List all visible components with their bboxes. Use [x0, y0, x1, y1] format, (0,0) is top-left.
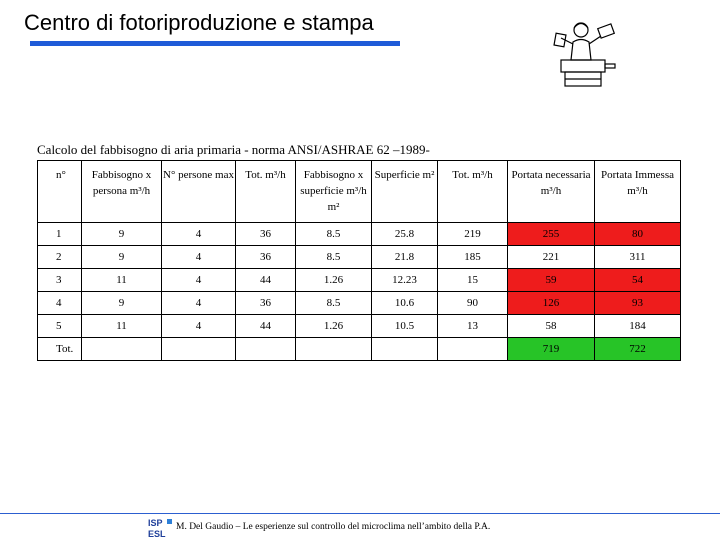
footer-divider — [0, 513, 720, 514]
table-row — [38, 269, 681, 292]
cell-surface: 10.5 — [372, 315, 438, 338]
cell-required-flow: 58 — [508, 315, 595, 338]
cell-total-surface: 185 — [438, 246, 508, 269]
title-underline — [30, 41, 400, 46]
cell-need-per-surface: 8.5 — [296, 246, 372, 269]
cell-max-persons: 4 — [162, 246, 236, 269]
svg-text:ISP: ISP — [148, 518, 163, 528]
cell-surface: 10.6 — [372, 292, 438, 315]
cell-total-persons: 36 — [236, 246, 296, 269]
cell-max-persons: 4 — [162, 223, 236, 246]
cell-total-supplied-flow: 722 — [595, 338, 681, 361]
cell-need-per-surface: 1.26 — [296, 269, 372, 292]
page-title: Centro di fotoriproduzione e stampa — [24, 10, 374, 35]
cell-need-per-surface: 8.5 — [296, 223, 372, 246]
table-total-row — [38, 338, 681, 361]
cell-supplied-flow: 54 — [595, 269, 681, 292]
cell-total-surface: 219 — [438, 223, 508, 246]
air-requirement-table — [37, 160, 681, 361]
cell-required-flow: 59 — [508, 269, 595, 292]
person-at-copier-icon — [551, 18, 623, 92]
table-row — [38, 246, 681, 269]
cell-empty — [236, 338, 296, 361]
table-row — [38, 315, 681, 338]
cell-total-persons: 44 — [236, 315, 296, 338]
cell-total-persons: 44 — [236, 269, 296, 292]
table-row — [38, 292, 681, 315]
cell-total-surface: 15 — [438, 269, 508, 292]
cell-total-required-flow: 719 — [508, 338, 595, 361]
cell-empty — [162, 338, 236, 361]
cell-n: 5 — [38, 315, 82, 338]
cell-total-persons: 36 — [236, 292, 296, 315]
cell-empty — [438, 338, 508, 361]
cell-n: 2 — [38, 246, 82, 269]
cell-surface: 12.23 — [372, 269, 438, 292]
column-header-total-persons: Tot. m³/h — [236, 161, 296, 223]
cell-max-persons: 4 — [162, 292, 236, 315]
column-header-need-per-surface: Fabbisogno x superficie m³/h m² — [296, 161, 372, 223]
cell-need-per-person: 11 — [82, 269, 162, 292]
cell-empty — [372, 338, 438, 361]
cell-total-label: Tot. — [38, 338, 82, 361]
table-row — [38, 223, 681, 246]
cell-total-persons: 36 — [236, 223, 296, 246]
svg-text:ESL: ESL — [148, 529, 166, 539]
cell-max-persons: 4 — [162, 315, 236, 338]
cell-required-flow: 221 — [508, 246, 595, 269]
column-header-max-persons: N° persone max — [162, 161, 236, 223]
cell-need-per-person: 9 — [82, 246, 162, 269]
cell-supplied-flow: 80 — [595, 223, 681, 246]
cell-need-per-person: 11 — [82, 315, 162, 338]
column-header-supplied-flow: Portata Immessa m³/h — [595, 161, 681, 223]
cell-empty — [296, 338, 372, 361]
column-header-required-flow: Portata necessaria m³/h — [508, 161, 595, 223]
column-header-n: n° — [38, 161, 82, 223]
column-header-total-surface: Tot. m³/h — [438, 161, 508, 223]
cell-need-per-surface: 1.26 — [296, 315, 372, 338]
cell-surface: 25.8 — [372, 223, 438, 246]
table-header-row — [38, 161, 681, 223]
cell-empty — [82, 338, 162, 361]
ispesl-logo — [147, 517, 173, 539]
cell-n: 1 — [38, 223, 82, 246]
table-caption: Calcolo del fabbisogno di aria primaria - norma ANSI/ASHRAE 62 –1989- — [37, 142, 430, 157]
cell-surface: 21.8 — [372, 246, 438, 269]
cell-need-per-person: 9 — [82, 223, 162, 246]
cell-need-per-person: 9 — [82, 292, 162, 315]
cell-required-flow: 255 — [508, 223, 595, 246]
cell-max-persons: 4 — [162, 269, 236, 292]
cell-supplied-flow: 184 — [595, 315, 681, 338]
cell-supplied-flow: 93 — [595, 292, 681, 315]
footer-text: M. Del Gaudio – Le esperienze sul controllo del microclima nell’ambito della P.A. — [176, 522, 491, 532]
cell-total-surface: 13 — [438, 315, 508, 338]
cell-total-surface: 90 — [438, 292, 508, 315]
cell-supplied-flow: 311 — [595, 246, 681, 269]
cell-need-per-surface: 8.5 — [296, 292, 372, 315]
cell-required-flow: 126 — [508, 292, 595, 315]
column-header-need-per-person: Fabbisogno x persona m³/h — [82, 161, 162, 223]
cell-n: 4 — [38, 292, 82, 315]
cell-n: 3 — [38, 269, 82, 292]
column-header-surface: Superficie m² — [372, 161, 438, 223]
